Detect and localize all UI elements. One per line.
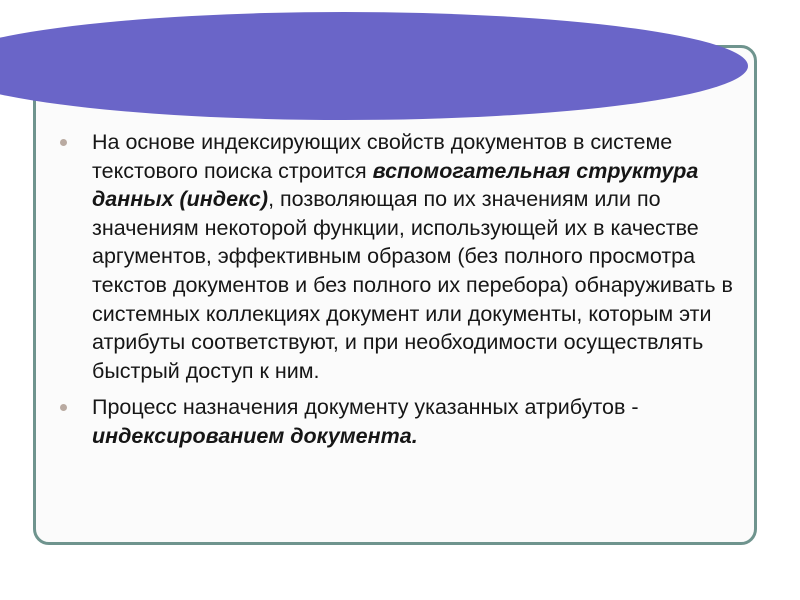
bullet-text-emphasis: индексированием документа. <box>92 423 418 448</box>
bullet-dot-icon <box>60 139 67 146</box>
bullet-text-pre: На основе индексирующих свойств документов в системе текстового поиска строится <box>92 130 673 183</box>
bullet-item-index-definition <box>58 128 738 385</box>
bullet-text-emphasis: вспомогательная структура данных (индекс) <box>92 158 699 212</box>
bullet-item-indexing-process <box>58 393 738 450</box>
bullet-list <box>58 128 738 459</box>
bullet-text-pre: Процесс назначения документу указанных атрибутов - <box>92 395 639 420</box>
bullet-dot-icon <box>60 404 67 411</box>
bullet-text-post: , позволяющая по их значениям или по значениям некоторой функции, использующей их в качестве аргументов, эффективным образом (без полного просмотра текстов документов и без полного их перебора) обнаруживать в системных коллекциях документ или документы, которым эти атрибуты соответствуют, и при необходимости осуществлять быстрый доступ к ним. <box>92 187 733 383</box>
